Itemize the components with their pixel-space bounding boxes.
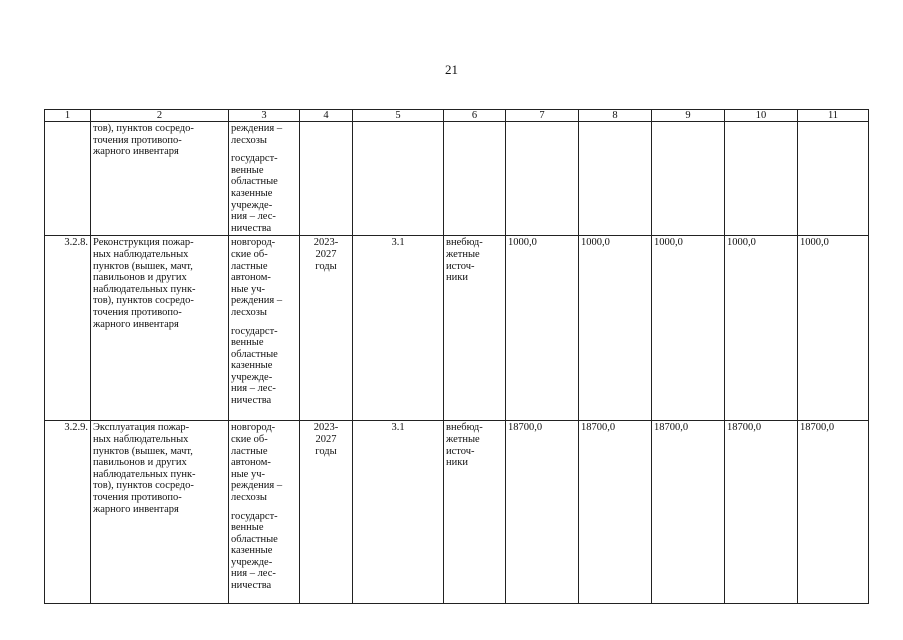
cell-target: 3.1	[353, 236, 444, 421]
cell-target: 3.1	[353, 421, 444, 604]
cell-value	[506, 122, 579, 236]
source-text: внебюд- жетные источ- ники	[446, 422, 483, 469]
column-header: 6	[444, 110, 506, 122]
cell-value: 18700,0	[798, 421, 869, 604]
period-text: 2023- 2027 годы	[313, 237, 339, 272]
cell-value: 1000,0	[579, 236, 652, 421]
cell-period	[300, 421, 353, 604]
column-header: 3	[229, 110, 300, 122]
table-row	[45, 421, 869, 604]
executor-text: новгород- ские об- ластные автоном- ные уч- реждения – лесхозы	[231, 422, 283, 503]
executor-text: государст- венные областные казенные учрежде- ния – лес- ничества	[231, 153, 278, 234]
cell-source	[444, 122, 506, 236]
column-header: 10	[725, 110, 798, 122]
cell-value: 1000,0	[798, 236, 869, 421]
cell-period	[300, 236, 353, 421]
period-text: 2023- 2027 годы	[313, 422, 339, 457]
column-header: 5	[353, 110, 444, 122]
cell-name	[91, 236, 229, 421]
cell-period	[300, 122, 353, 236]
activity-name: Реконструкция пожар- ных наблюдательных пунктов (вышек, мачт, павильонов и других наблюдательных пунк- тов), пунктов сосредо- точения противопо- жарного инвентаря	[93, 237, 196, 330]
column-header: 1	[45, 110, 91, 122]
cell-value: 1000,0	[506, 236, 579, 421]
cell-value: 18700,0	[579, 421, 652, 604]
cell-executor	[229, 122, 300, 236]
cell-source	[444, 421, 506, 604]
column-header: 11	[798, 110, 869, 122]
column-header: 8	[579, 110, 652, 122]
cell-target	[353, 122, 444, 236]
source-text: внебюд- жетные источ- ники	[446, 237, 483, 284]
cell-value: 1000,0	[652, 236, 725, 421]
cell-value: 1000,0	[725, 236, 798, 421]
cell-value	[579, 122, 652, 236]
column-header: 7	[506, 110, 579, 122]
cell-num	[45, 122, 91, 236]
activity-name: тов), пунктов сосредо- точения противопо- жарного инвентаря	[93, 123, 194, 158]
column-header: 4	[300, 110, 353, 122]
cell-name	[91, 122, 229, 236]
executor-text: государст- венные областные казенные учрежде- ния – лес- ничества	[231, 325, 278, 407]
activity-name: Эксплуатация пожар- ных наблюдательных пунктов (вышек, мачт, павильонов и других наблюдательных пунк- тов), пунктов сосредо- точения противопо- жарного инвентаря	[93, 422, 196, 515]
cell-value	[798, 122, 869, 236]
cell-executor	[229, 421, 300, 604]
column-header: 2	[91, 110, 229, 122]
cell-source	[444, 236, 506, 421]
executor-text: государст- венные областные казенные учрежде- ния – лес- ничества	[231, 510, 278, 592]
cell-name	[91, 421, 229, 604]
cell-value: 18700,0	[725, 421, 798, 604]
page-number: 21	[445, 62, 458, 77]
cell-num: 3.2.8.	[45, 236, 91, 421]
program-activities-table	[44, 109, 869, 604]
executor-text: новгород- ские об- ластные автоном- ные уч- реждения – лесхозы	[231, 237, 283, 318]
cell-value	[725, 122, 798, 236]
cell-value: 18700,0	[506, 421, 579, 604]
cell-num: 3.2.9.	[45, 421, 91, 604]
executor-text: реждения – лесхозы	[231, 123, 283, 146]
cell-executor	[229, 236, 300, 421]
table-row-continuation	[45, 122, 869, 236]
cell-value	[652, 122, 725, 236]
table-header-row	[45, 110, 869, 122]
column-header: 9	[652, 110, 725, 122]
table-row	[45, 236, 869, 421]
cell-value: 18700,0	[652, 421, 725, 604]
